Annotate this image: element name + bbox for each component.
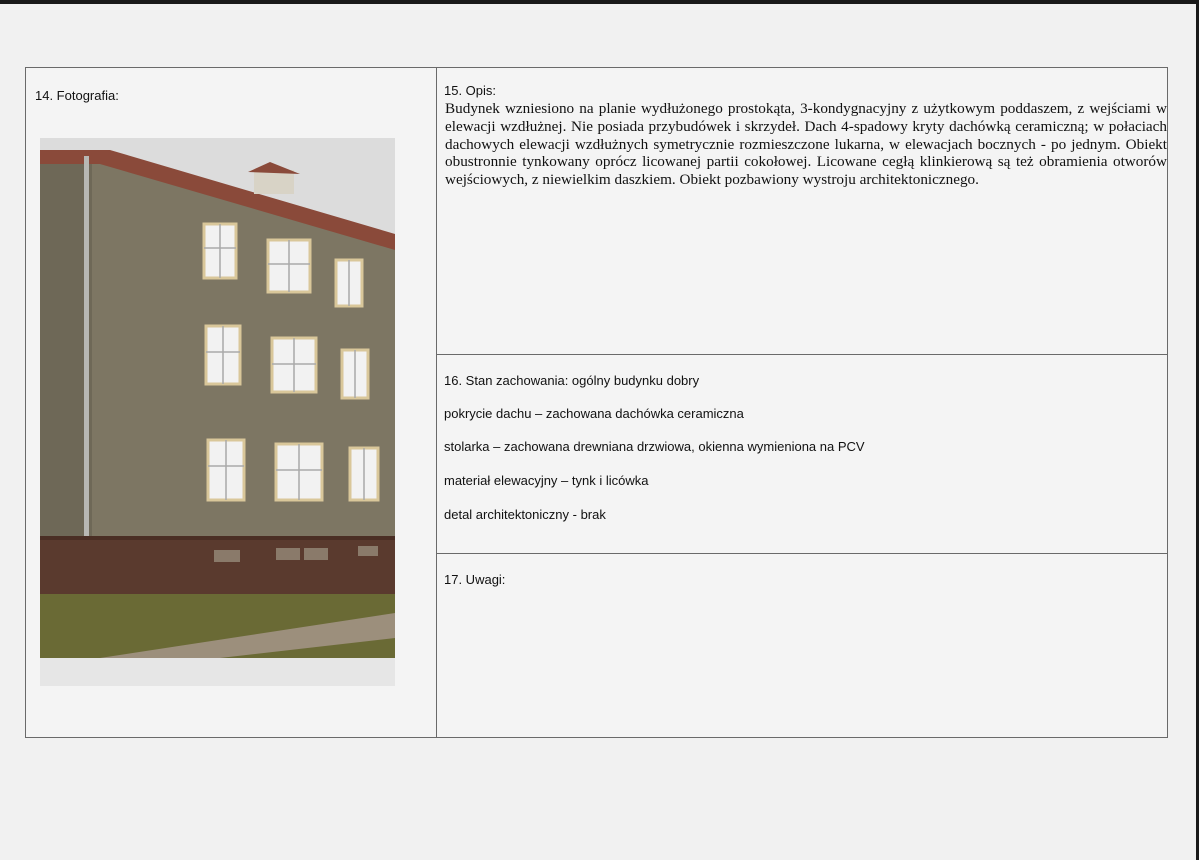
condition-label: 16. Stan zachowania: ogólny budynku dobry: [444, 373, 700, 388]
photo-label: 14. Fotografia:: [35, 88, 119, 103]
remarks-label: 17. Uwagi:: [444, 572, 506, 587]
condition-item-roof: pokrycie dachu – zachowana dachówka ceramiczna: [444, 406, 744, 421]
description-label: 15. Opis:: [444, 83, 497, 98]
condition-item-facade: materiał elewacyjny – tynk i licówka: [444, 473, 649, 488]
row-divider-1: [437, 354, 1168, 355]
building-photo: [40, 138, 395, 686]
description-text: Budynek wzniesiono na planie wydłużonego prostokąta, 3-kondygnacyjny z użytkowym poddaszem, z wejściami w elewacji wzdłużnej. Nie posiada przybudówek i skrzydeł. Dach 4-spadowy kryty dachówką ceramiczną; w połaciach dachowych elewacji wzdłużnych symetrycznie rozmieszczone lukarna, w elewacjach bocznych - po jednym. Obiekt obustronnie tynkowany oprócz licowanej partii cokołowej. Licowane cegłą klinkierową są też obramienia otworów wejściowych, z niewielkim daszkiem. Obiekt pozbawiony wystroju architektonicznego.: [445, 100, 1167, 189]
row-divider-2: [437, 553, 1168, 554]
condition-item-detail: detal architektoniczny - brak: [444, 507, 606, 522]
column-divider: [436, 68, 437, 737]
building-photo-drawing: [40, 138, 395, 686]
scan-edge-top: [0, 0, 1199, 4]
record-card: [25, 67, 1168, 738]
condition-item-joinery: stolarka – zachowana drewniana drzwiowa, okienna wymieniona na PCV: [444, 439, 865, 454]
